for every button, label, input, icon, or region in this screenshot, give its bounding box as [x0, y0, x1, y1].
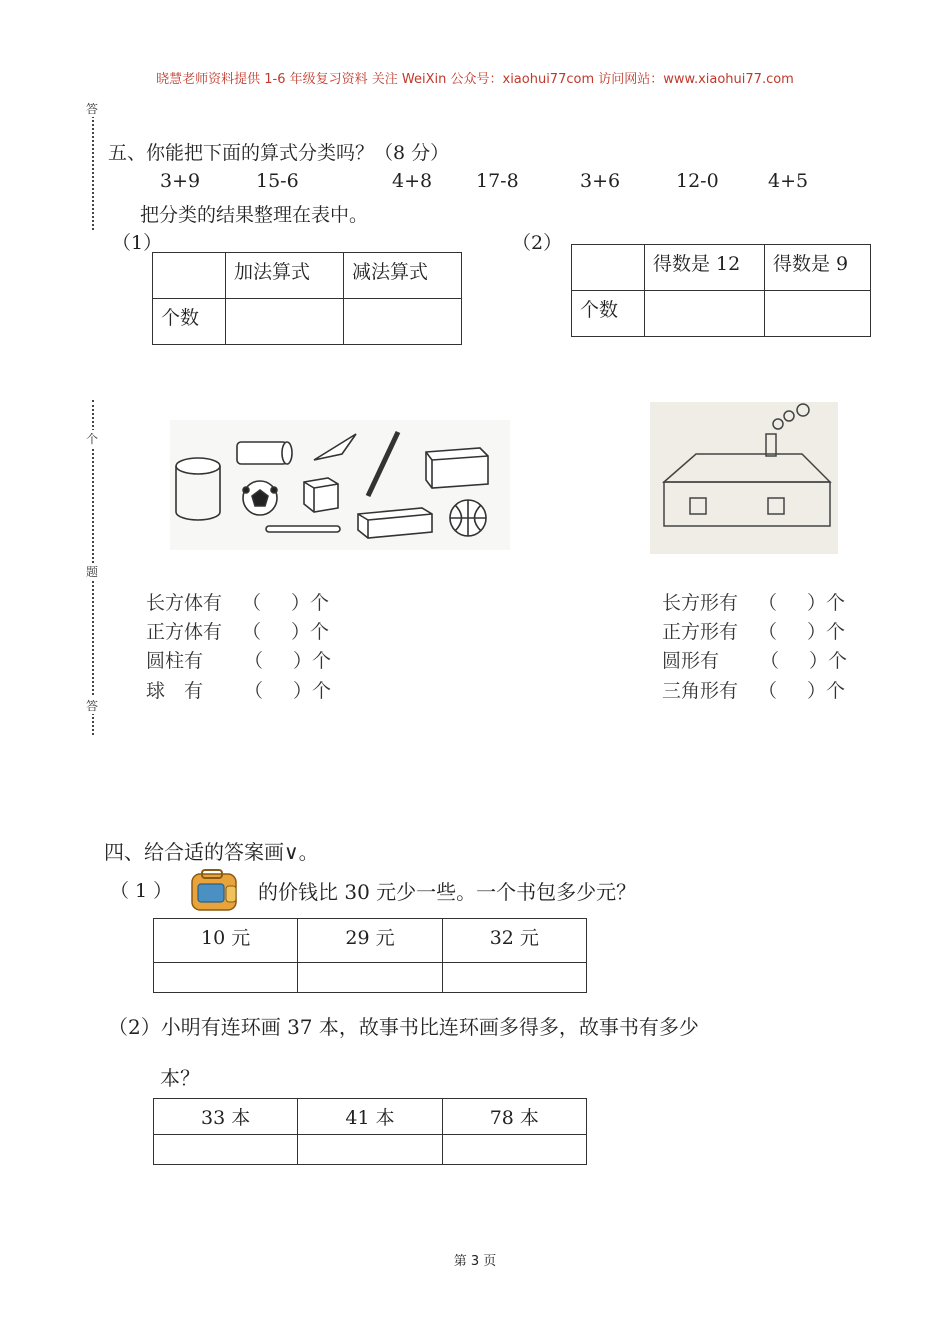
row-label: 个数 — [572, 291, 645, 337]
page-header: 晓慧老师资料提供 1-6 年级复习资料 关注 WeiXin 公众号：xiaohui77com 访问网站：www.xiaohui77.com — [156, 72, 794, 87]
q1-text: 的价钱比 30 元少一些。一个书包多少元？ — [258, 880, 637, 904]
classification-table-2 — [571, 244, 871, 337]
table-corner — [153, 253, 226, 299]
cylinder-icon — [237, 442, 292, 464]
cuboid-icon — [426, 448, 488, 488]
expression: 15-6 — [256, 170, 299, 192]
check-cell[interactable] — [154, 1135, 298, 1165]
row-label: 个数 — [153, 299, 226, 345]
option-label: 33 本 — [154, 1099, 298, 1135]
expression: 4+5 — [768, 170, 809, 192]
section5-title: 五、你能把下面的算式分类吗？（8 分） — [108, 142, 450, 164]
count-line: 圆形有 （ ）个 — [662, 650, 848, 672]
option-label: 32 元 — [442, 919, 586, 963]
option-label: 78 本 — [442, 1099, 586, 1135]
solids-picture — [170, 420, 510, 550]
count-line: 三角形有 （ ）个 — [662, 680, 846, 702]
answer-cell[interactable] — [645, 291, 765, 337]
ball-icon — [243, 481, 277, 515]
table-header: 得数是 9 — [764, 245, 870, 291]
table2-label: （2） — [512, 232, 563, 254]
check-cell[interactable] — [154, 963, 298, 993]
table-corner — [572, 245, 645, 291]
check-cell[interactable] — [442, 1135, 586, 1165]
margin-label: 答 — [86, 102, 99, 116]
expression: 4+8 — [392, 170, 433, 192]
cube-icon — [304, 478, 338, 512]
cuboid-icon — [358, 508, 432, 538]
check-cell[interactable] — [298, 1135, 442, 1165]
answer-cell[interactable] — [226, 299, 344, 345]
q2-text: （2）小明有连环画 37 本，故事书比连环画多得多，故事书有多少 — [108, 1015, 699, 1039]
check-cell[interactable] — [442, 963, 586, 993]
q1-label: （ 1 ） — [110, 880, 173, 902]
schoolbag-icon — [188, 868, 242, 912]
ball-icon — [450, 500, 486, 536]
count-line: 正方体有 （ ）个 — [146, 621, 330, 643]
house-picture — [650, 402, 838, 554]
q2-options-table — [153, 1098, 587, 1165]
table1-label: （1） — [112, 232, 163, 254]
expression: 3+6 — [580, 170, 621, 192]
check-cell[interactable] — [298, 963, 442, 993]
count-line: 圆柱有 （ ）个 — [146, 650, 332, 672]
section4-title: 四、给合适的答案画∨。 — [104, 840, 319, 864]
count-line: 长方体有 （ ）个 — [146, 592, 330, 614]
q1-options-table — [153, 918, 587, 993]
table-header: 加法算式 — [226, 253, 344, 299]
option-label: 10 元 — [154, 919, 298, 963]
expression: 3+9 — [160, 170, 201, 192]
q2-text-cont: 本？ — [160, 1066, 200, 1090]
expression: 12-0 — [676, 170, 719, 192]
rod-icon — [266, 526, 340, 532]
binding-line — [92, 100, 94, 230]
margin-label: 答 — [86, 699, 99, 713]
option-label: 41 本 — [298, 1099, 442, 1135]
count-line: 正方形有 （ ）个 — [662, 621, 846, 643]
section5-instruction: 把分类的结果整理在表中。 — [140, 204, 369, 226]
expression: 17-8 — [476, 170, 519, 192]
table-header: 减法算式 — [344, 253, 462, 299]
table-header: 得数是 12 — [645, 245, 765, 291]
answer-cell[interactable] — [764, 291, 870, 337]
margin-label: 个 — [86, 432, 99, 446]
option-label: 29 元 — [298, 919, 442, 963]
count-line: 球 有 （ ）个 — [146, 680, 332, 702]
count-line: 长方形有 （ ）个 — [662, 592, 846, 614]
answer-cell[interactable] — [344, 299, 462, 345]
page-number: 第 3 页 — [453, 1254, 497, 1269]
classification-table-1 — [152, 252, 462, 345]
margin-label: 题 — [86, 565, 99, 579]
